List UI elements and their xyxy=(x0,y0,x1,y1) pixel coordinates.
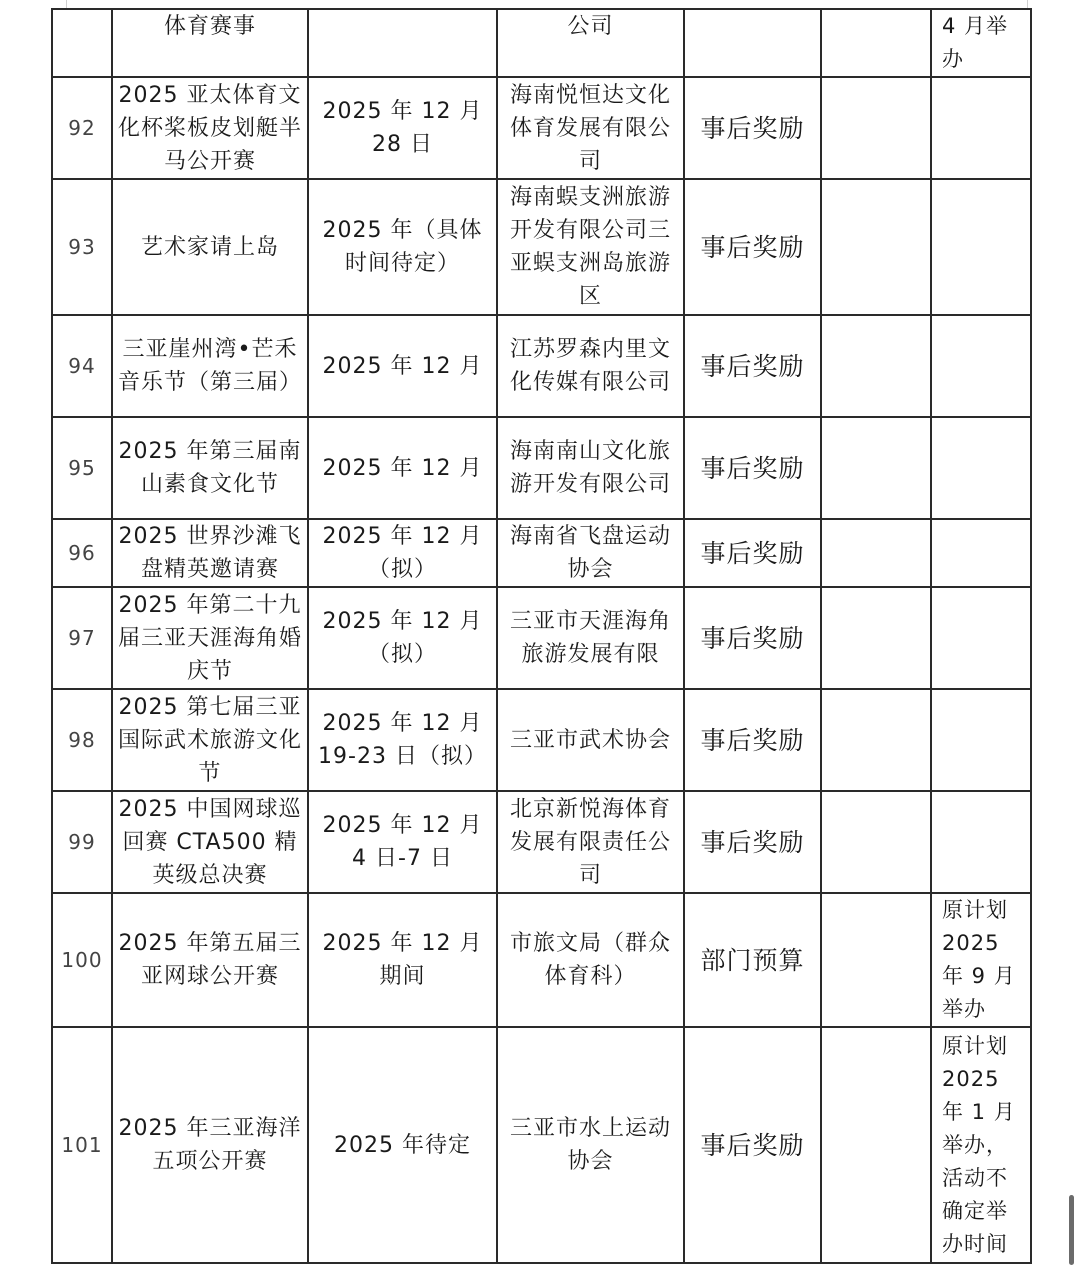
row-number: 99 xyxy=(52,791,112,893)
remark xyxy=(931,519,1031,587)
table-row xyxy=(52,893,1031,1027)
remark xyxy=(931,417,1031,519)
remark: 原计划 2025 年 9 月举办 xyxy=(931,893,1031,1027)
remark xyxy=(931,77,1031,179)
empty-cell xyxy=(821,179,931,315)
empty-cell xyxy=(821,77,931,179)
event-date: 2025 年（具体时间待定） xyxy=(308,179,497,315)
empty-cell xyxy=(821,587,931,689)
funding-type: 事后奖励 xyxy=(684,417,821,519)
event-date xyxy=(308,9,497,77)
organizer-company: 三亚市武术协会 xyxy=(497,689,684,791)
table-row xyxy=(52,77,1031,179)
row-number: 98 xyxy=(52,689,112,791)
event-date: 2025 年 12 月 xyxy=(308,417,497,519)
event-date: 2025 年 12 月 19-23 日（拟） xyxy=(308,689,497,791)
event-date: 2025 年 12 月 4 日-7 日 xyxy=(308,791,497,893)
events-table xyxy=(51,8,1032,1264)
funding-type: 事后奖励 xyxy=(684,587,821,689)
row-number: 93 xyxy=(52,179,112,315)
table-row xyxy=(52,689,1031,791)
table-row xyxy=(52,179,1031,315)
empty-cell xyxy=(821,417,931,519)
row-number: 92 xyxy=(52,77,112,179)
event-name: 2025 年第三届南山素食文化节 xyxy=(112,417,308,519)
table-row xyxy=(52,417,1031,519)
organizer-company: 三亚市水上运动协会 xyxy=(497,1027,684,1263)
remark xyxy=(931,315,1031,417)
row-number: 97 xyxy=(52,587,112,689)
event-name: 2025 年三亚海洋五项公开赛 xyxy=(112,1027,308,1263)
empty-cell xyxy=(821,519,931,587)
remark xyxy=(931,791,1031,893)
organizer-company: 北京新悦海体育发展有限责任公司 xyxy=(497,791,684,893)
event-name: 三亚崖州湾•芒禾音乐节（第三届） xyxy=(112,315,308,417)
funding-type: 事后奖励 xyxy=(684,315,821,417)
event-name: 艺术家请上岛 xyxy=(112,179,308,315)
event-name: 2025 世界沙滩飞盘精英邀请赛 xyxy=(112,519,308,587)
table-row xyxy=(52,315,1031,417)
row-number: 101 xyxy=(52,1027,112,1263)
row-number: 94 xyxy=(52,315,112,417)
row-number: 95 xyxy=(52,417,112,519)
table-row xyxy=(52,587,1031,689)
row-number: 100 xyxy=(52,893,112,1027)
organizer-company: 三亚市天涯海角旅游发展有限 xyxy=(497,587,684,689)
table-row xyxy=(52,9,1031,77)
event-date: 2025 年待定 xyxy=(308,1027,497,1263)
event-name: 2025 第七届三亚国际武术旅游文化节 xyxy=(112,689,308,791)
table-row xyxy=(52,519,1031,587)
remark xyxy=(931,587,1031,689)
funding-type: 事后奖励 xyxy=(684,179,821,315)
vertical-scrollbar[interactable] xyxy=(1069,1195,1074,1265)
funding-type: 部门预算 xyxy=(684,893,821,1027)
funding-type: 事后奖励 xyxy=(684,77,821,179)
event-date: 2025 年 12 月（拟） xyxy=(308,519,497,587)
table-row xyxy=(52,791,1031,893)
event-name: 体育赛事 xyxy=(112,9,308,77)
organizer-company: 海南蜈支洲旅游开发有限公司三亚蜈支洲岛旅游区 xyxy=(497,179,684,315)
row-number xyxy=(52,9,112,77)
event-name: 2025 亚太体育文化杯桨板皮划艇半马公开赛 xyxy=(112,77,308,179)
event-name: 2025 年第二十九届三亚天涯海角婚庆节 xyxy=(112,587,308,689)
organizer-company: 海南省飞盘运动协会 xyxy=(497,519,684,587)
remark xyxy=(931,689,1031,791)
remark: 4 月举办 xyxy=(931,9,1031,77)
organizer-company: 公司 xyxy=(497,9,684,77)
row-number: 96 xyxy=(52,519,112,587)
funding-type: 事后奖励 xyxy=(684,519,821,587)
event-name: 2025 年第五届三亚网球公开赛 xyxy=(112,893,308,1027)
event-date: 2025 年 12 月 xyxy=(308,315,497,417)
empty-cell xyxy=(821,893,931,1027)
funding-type: 事后奖励 xyxy=(684,689,821,791)
organizer-company: 海南悦恒达文化体育发展有限公司 xyxy=(497,77,684,179)
empty-cell xyxy=(821,1027,931,1263)
remark: 原计划 2025 年 1 月举办，活动不确定举办时间 xyxy=(931,1027,1031,1263)
organizer-company: 市旅文局（群众体育科） xyxy=(497,893,684,1027)
event-date: 2025 年 12 月（拟） xyxy=(308,587,497,689)
event-date: 2025 年 12 月 28 日 xyxy=(308,77,497,179)
empty-cell xyxy=(821,9,931,77)
event-date: 2025 年 12 月期间 xyxy=(308,893,497,1027)
empty-cell xyxy=(821,315,931,417)
empty-cell xyxy=(821,689,931,791)
funding-type xyxy=(684,9,821,77)
funding-type: 事后奖励 xyxy=(684,1027,821,1263)
organizer-company: 江苏罗森内里文化传媒有限公司 xyxy=(497,315,684,417)
remark xyxy=(931,179,1031,315)
empty-cell xyxy=(821,791,931,893)
funding-type: 事后奖励 xyxy=(684,791,821,893)
organizer-company: 海南南山文化旅游开发有限公司 xyxy=(497,417,684,519)
event-name: 2025 中国网球巡回赛 CTA500 精英级总决赛 xyxy=(112,791,308,893)
table-row xyxy=(52,1027,1031,1263)
